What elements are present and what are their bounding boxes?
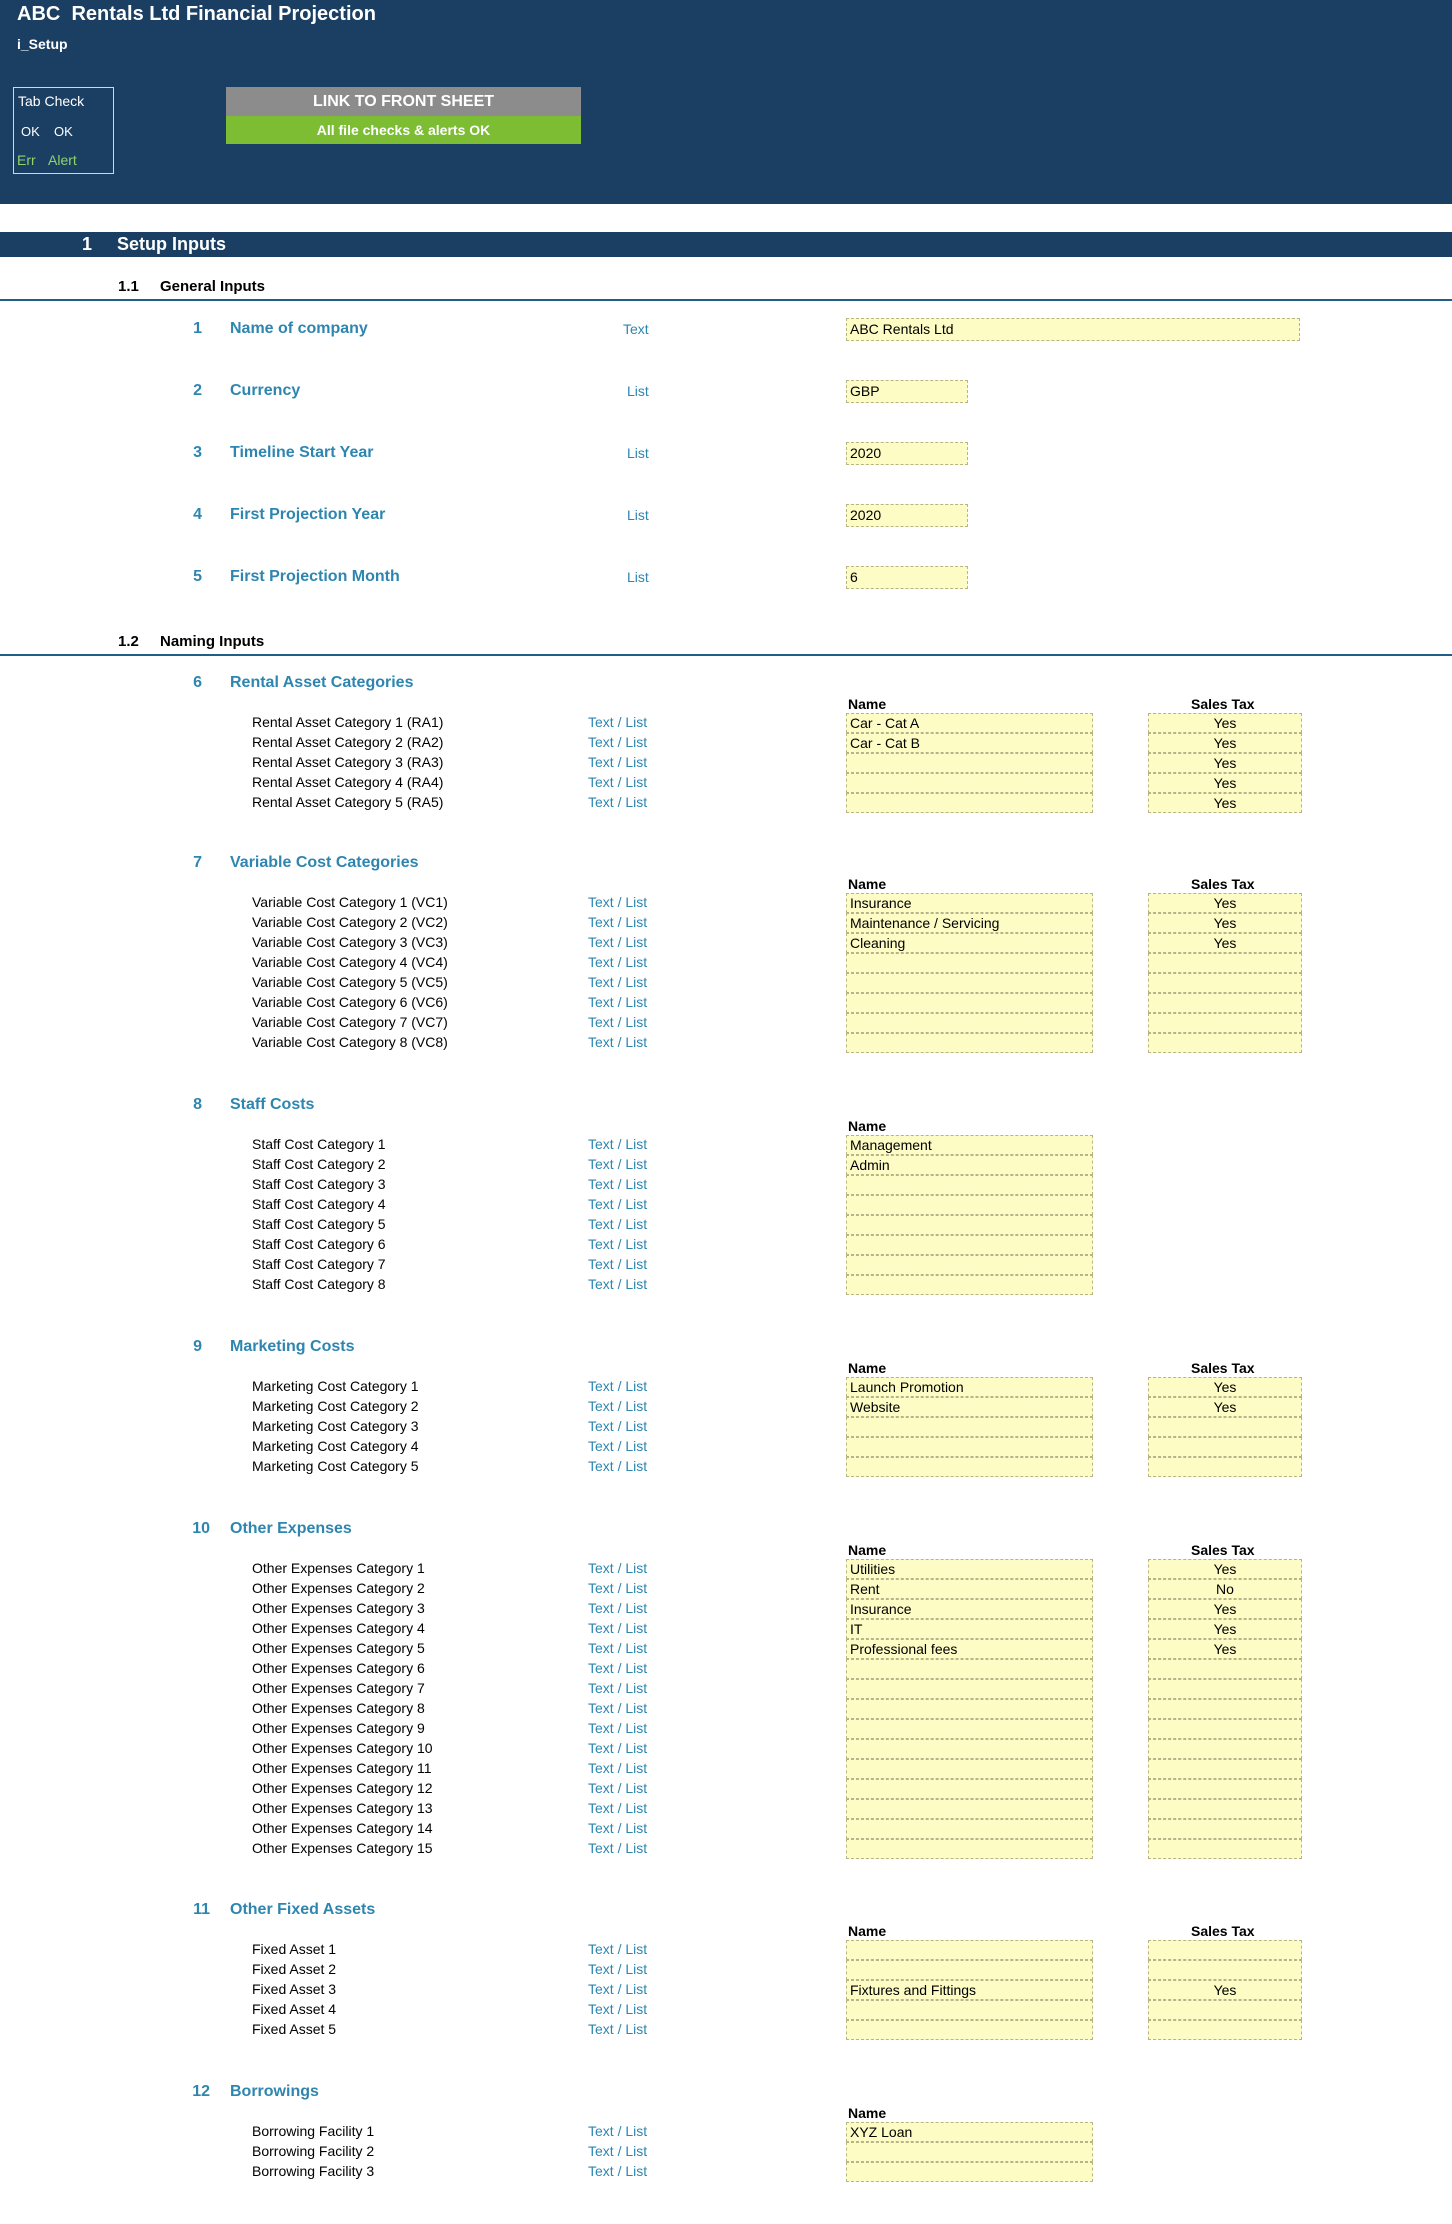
sales-tax-input-cell[interactable]: Yes [1148, 1397, 1302, 1417]
category-label: Rental Asset Category 2 (RA2) [252, 734, 444, 750]
sales-tax-input-cell[interactable] [1148, 973, 1302, 993]
category-label: Other Expenses Category 9 [252, 1720, 425, 1736]
category-label: Other Expenses Category 3 [252, 1600, 425, 1616]
name-column-header: Name [848, 1118, 887, 1134]
input-type: Text / List [588, 2163, 648, 2179]
category-label: Other Expenses Category 6 [252, 1660, 425, 1676]
question-label: First Projection Year [230, 506, 386, 523]
category-label: Variable Cost Category 1 (VC1) [252, 894, 448, 910]
name-input-cell[interactable]: Utilities [846, 1559, 1093, 1579]
category-label: Staff Cost Category 5 [252, 1216, 386, 1232]
sales-tax-input-cell[interactable]: Yes [1148, 1559, 1302, 1579]
sales-tax-input-cell[interactable] [1148, 1719, 1302, 1739]
name-input-cell[interactable] [846, 1759, 1093, 1779]
input-type: Text / List [588, 894, 648, 910]
input-type: Text / List [588, 774, 648, 790]
name-input-cell[interactable] [846, 1940, 1093, 1960]
sales-tax-column-header: Sales Tax [1191, 696, 1255, 712]
category-label: Staff Cost Category 7 [252, 1256, 386, 1272]
sales-tax-input-cell[interactable]: Yes [1148, 753, 1302, 773]
sales-tax-input-cell[interactable] [1148, 1839, 1302, 1859]
name-input-cell[interactable]: Professional fees [846, 1639, 1093, 1659]
name-input-cell[interactable] [846, 1719, 1093, 1739]
category-label: Other Expenses Category 4 [252, 1620, 425, 1636]
category-label: Fixed Asset 3 [252, 1981, 337, 1997]
category-label: Borrowing Facility 3 [252, 2163, 375, 2179]
name-input-cell[interactable] [846, 1255, 1093, 1275]
name-input-cell[interactable] [846, 1679, 1093, 1699]
sales-tax-input-cell[interactable]: Yes [1148, 733, 1302, 753]
name-input-cell[interactable] [846, 1839, 1093, 1859]
category-label: Variable Cost Category 5 (VC5) [252, 974, 448, 990]
category-label: Staff Cost Category 1 [252, 1136, 386, 1152]
input-type: Text / List [588, 1760, 648, 1776]
question-number: 2 [193, 382, 202, 399]
category-label: Other Expenses Category 13 [252, 1800, 433, 1816]
category-label: Rental Asset Category 4 (RA4) [252, 774, 444, 790]
name-input-cell[interactable] [846, 973, 1093, 993]
input-cell[interactable]: 2020 [846, 442, 968, 465]
sales-tax-input-cell[interactable] [1148, 1417, 1302, 1437]
sales-tax-input-cell[interactable] [1148, 1779, 1302, 1799]
sales-tax-input-cell[interactable] [1148, 2020, 1302, 2040]
name-input-cell[interactable]: Rent [846, 1579, 1093, 1599]
input-type: Text / List [588, 974, 648, 990]
group-title: Rental Asset Categories [230, 674, 414, 691]
group-title: Staff Costs [230, 1096, 315, 1113]
sales-tax-input-cell[interactable]: Yes [1148, 1599, 1302, 1619]
input-type: Text / List [588, 1700, 648, 1716]
input-type: Text / List [588, 1780, 648, 1796]
input-cell[interactable]: 6 [846, 566, 968, 589]
name-input-cell[interactable] [846, 793, 1093, 813]
input-type: Text / List [588, 1720, 648, 1736]
category-label: Fixed Asset 2 [252, 1961, 337, 1977]
sales-tax-input-cell[interactable]: Yes [1148, 893, 1302, 913]
sales-tax-column-header: Sales Tax [1191, 1923, 1255, 1939]
section-number: 1 [82, 234, 93, 254]
sales-tax-input-cell[interactable] [1148, 1033, 1302, 1053]
input-type: Text / List [588, 1014, 648, 1030]
group-number: 12 [192, 2083, 210, 2100]
question-label: Name of company [230, 320, 368, 337]
name-input-cell[interactable] [846, 1960, 1093, 1980]
name-input-cell[interactable] [846, 1819, 1093, 1839]
category-label: Staff Cost Category 4 [252, 1196, 386, 1212]
sales-tax-input-cell[interactable] [1148, 1013, 1302, 1033]
input-type: Text / List [588, 934, 648, 950]
input-type: Text / List [588, 2143, 648, 2159]
category-label: Variable Cost Category 3 (VC3) [252, 934, 448, 950]
name-input-cell[interactable] [846, 1235, 1093, 1255]
category-label: Other Expenses Category 1 [252, 1560, 425, 1576]
name-column-header: Name [848, 876, 887, 892]
sales-tax-input-cell[interactable] [1148, 1679, 1302, 1699]
subsection-title: Naming Inputs [160, 633, 265, 650]
category-label: Marketing Cost Category 5 [252, 1458, 419, 1474]
input-type: Text / List [588, 914, 648, 930]
name-input-cell[interactable] [846, 1659, 1093, 1679]
input-cell[interactable]: GBP [846, 380, 968, 403]
category-label: Rental Asset Category 1 (RA1) [252, 714, 444, 730]
input-type: List [627, 507, 649, 523]
category-label: Borrowing Facility 2 [252, 2143, 375, 2159]
input-type: Text / List [588, 1156, 648, 1172]
section-header [0, 232, 1452, 257]
input-type: Text / List [588, 1961, 648, 1977]
sales-tax-input-cell[interactable]: Yes [1148, 793, 1302, 813]
category-label: Borrowing Facility 1 [252, 2123, 375, 2139]
input-cell[interactable]: ABC Rentals Ltd [846, 318, 1300, 341]
category-label: Staff Cost Category 2 [252, 1156, 386, 1172]
category-label: Variable Cost Category 2 (VC2) [252, 914, 448, 930]
sales-tax-input-cell[interactable] [1148, 1437, 1302, 1457]
name-input-cell[interactable]: Insurance [846, 1599, 1093, 1619]
tab-check-box [13, 87, 114, 174]
name-column-header: Name [848, 1360, 887, 1376]
question-label: First Projection Month [230, 568, 400, 585]
sales-tax-input-cell[interactable]: Yes [1148, 1980, 1302, 2000]
name-input-cell[interactable]: Website [846, 1397, 1093, 1417]
input-type: Text / List [588, 1680, 648, 1696]
input-type: Text / List [588, 1378, 648, 1394]
sales-tax-column-header: Sales Tax [1191, 876, 1255, 892]
name-input-cell[interactable] [846, 1739, 1093, 1759]
name-input-cell[interactable] [846, 773, 1093, 793]
category-label: Marketing Cost Category 4 [252, 1438, 419, 1454]
sales-tax-input-cell[interactable] [1148, 1699, 1302, 1719]
input-type: Text / List [588, 1438, 648, 1454]
sales-tax-input-cell[interactable]: No [1148, 1579, 1302, 1599]
tab-check-alert: Alert [48, 152, 77, 168]
section-title: Setup Inputs [117, 234, 226, 254]
name-input-cell[interactable]: Maintenance / Servicing [846, 913, 1093, 933]
input-type: Text / List [588, 734, 648, 750]
input-type: Text / List [588, 1640, 648, 1656]
name-input-cell[interactable] [846, 2000, 1093, 2020]
sales-tax-column-header: Sales Tax [1191, 1542, 1255, 1558]
sales-tax-input-cell[interactable] [1148, 1739, 1302, 1759]
input-type: Text / List [588, 2123, 648, 2139]
sales-tax-input-cell[interactable]: Yes [1148, 1639, 1302, 1659]
category-label: Variable Cost Category 8 (VC8) [252, 1034, 448, 1050]
category-label: Marketing Cost Category 1 [252, 1378, 419, 1394]
name-input-cell[interactable]: IT [846, 1619, 1093, 1639]
sales-tax-input-cell[interactable]: Yes [1148, 1377, 1302, 1397]
input-type: Text / List [588, 994, 648, 1010]
group-number: 11 [193, 1901, 210, 1918]
input-type: Text / List [588, 1034, 648, 1050]
question-label: Currency [230, 382, 301, 399]
sales-tax-input-cell[interactable]: Yes [1148, 1619, 1302, 1639]
category-label: Fixed Asset 5 [252, 2021, 337, 2037]
input-type: Text / List [588, 1941, 648, 1957]
category-label: Marketing Cost Category 3 [252, 1418, 419, 1434]
input-type: Text / List [588, 1740, 648, 1756]
category-label: Variable Cost Category 6 (VC6) [252, 994, 448, 1010]
name-input-cell[interactable] [846, 1275, 1093, 1295]
sheet-name: i_Setup [17, 36, 68, 52]
name-input-cell[interactable] [846, 1457, 1093, 1477]
subsection-naming-inputs [0, 626, 1452, 656]
sales-tax-input-cell[interactable]: Yes [1148, 933, 1302, 953]
input-type: Text [623, 321, 649, 337]
name-input-cell[interactable] [846, 1013, 1093, 1033]
input-cell[interactable]: 2020 [846, 504, 968, 527]
input-type: Text / List [588, 1840, 648, 1856]
input-type: Text / List [588, 1660, 648, 1676]
input-type: Text / List [588, 1800, 648, 1816]
category-label: Other Expenses Category 12 [252, 1780, 433, 1796]
input-type: Text / List [588, 1216, 648, 1232]
name-input-cell[interactable] [846, 1215, 1093, 1235]
category-label: Other Expenses Category 14 [252, 1820, 433, 1836]
name-input-cell[interactable] [846, 1779, 1093, 1799]
question-number: 4 [193, 506, 202, 523]
question-label: Timeline Start Year [230, 444, 374, 461]
tab-check-ok: OK [54, 124, 73, 139]
category-label: Other Expenses Category 8 [252, 1700, 425, 1716]
category-label: Rental Asset Category 5 (RA5) [252, 794, 444, 810]
sales-tax-input-cell[interactable]: Yes [1148, 773, 1302, 793]
input-type: Text / List [588, 1560, 648, 1576]
name-input-cell[interactable] [846, 953, 1093, 973]
sales-tax-input-cell[interactable]: Yes [1148, 713, 1302, 733]
sales-tax-input-cell[interactable] [1148, 1759, 1302, 1779]
name-input-cell[interactable] [846, 1437, 1093, 1457]
name-input-cell[interactable]: XYZ Loan [846, 2122, 1093, 2142]
name-input-cell[interactable]: Cleaning [846, 933, 1093, 953]
header-band [0, 0, 1452, 204]
input-type: List [627, 383, 649, 399]
name-input-cell[interactable]: Launch Promotion [846, 1377, 1093, 1397]
name-input-cell[interactable] [846, 1033, 1093, 1053]
subsection-number: 1.2 [118, 633, 139, 650]
group-number: 9 [193, 1338, 202, 1355]
category-label: Other Expenses Category 7 [252, 1680, 425, 1696]
input-type: Text / List [588, 1580, 648, 1596]
name-input-cell[interactable] [846, 2162, 1093, 2182]
tab-check-title: Tab Check [18, 93, 85, 109]
input-type: List [627, 569, 649, 585]
subsection-general-inputs [0, 271, 1452, 301]
sales-tax-column-header: Sales Tax [1191, 1360, 1255, 1376]
name-input-cell[interactable] [846, 1195, 1093, 1215]
category-label: Other Expenses Category 15 [252, 1840, 433, 1856]
group-number: 6 [193, 674, 202, 691]
file-checks-status: All file checks & alerts OK [226, 116, 581, 144]
sales-tax-input-cell[interactable] [1148, 1659, 1302, 1679]
tab-check-ok: OK [21, 124, 40, 139]
input-type: Text / List [588, 1418, 648, 1434]
input-type: Text / List [588, 1136, 648, 1152]
input-type: Text / List [588, 1276, 648, 1292]
group-number: 8 [193, 1096, 202, 1113]
input-type: Text / List [588, 1176, 648, 1192]
category-label: Variable Cost Category 7 (VC7) [252, 1014, 448, 1030]
name-input-cell[interactable] [846, 2142, 1093, 2162]
input-type: Text / List [588, 1256, 648, 1272]
input-type: Text / List [588, 2001, 648, 2017]
sales-tax-input-cell[interactable] [1148, 993, 1302, 1013]
name-input-cell[interactable] [846, 1799, 1093, 1819]
name-input-cell[interactable]: Fixtures and Fittings [846, 1980, 1093, 2000]
sales-tax-input-cell[interactable] [1148, 953, 1302, 973]
name-column-header: Name [848, 2105, 887, 2121]
input-type: Text / List [588, 1398, 648, 1414]
app-title: ABC Rentals Ltd Financial Projection [17, 3, 376, 25]
question-number: 1 [193, 320, 202, 337]
category-label: Other Expenses Category 2 [252, 1580, 425, 1596]
name-column-header: Name [848, 1542, 887, 1558]
category-label: Fixed Asset 4 [252, 2001, 337, 2017]
category-label: Staff Cost Category 3 [252, 1176, 386, 1192]
category-label: Fixed Asset 1 [252, 1941, 337, 1957]
category-label: Other Expenses Category 5 [252, 1640, 425, 1656]
category-label: Rental Asset Category 3 (RA3) [252, 754, 444, 770]
category-label: Marketing Cost Category 2 [252, 1398, 419, 1414]
name-input-cell[interactable]: Car - Cat A [846, 713, 1093, 733]
input-type: Text / List [588, 1981, 648, 1997]
name-input-cell[interactable]: Management [846, 1135, 1093, 1155]
category-label: Other Expenses Category 10 [252, 1740, 433, 1756]
name-input-cell[interactable] [846, 2020, 1093, 2040]
subsection-title: General Inputs [160, 278, 266, 295]
group-title: Other Fixed Assets [230, 1901, 376, 1918]
input-type: Text / List [588, 1600, 648, 1616]
sales-tax-input-cell[interactable] [1148, 1819, 1302, 1839]
tab-check-err: Err [17, 152, 36, 168]
name-column-header: Name [848, 696, 887, 712]
input-type: Text / List [588, 754, 648, 770]
name-input-cell[interactable] [846, 1417, 1093, 1437]
input-type: Text / List [588, 1236, 648, 1252]
category-label: Staff Cost Category 8 [252, 1276, 386, 1292]
group-title: Borrowings [230, 2083, 319, 2100]
input-type: Text / List [588, 1458, 648, 1474]
question-number: 5 [193, 568, 202, 585]
input-type: Text / List [588, 1620, 648, 1636]
group-number: 7 [193, 854, 202, 871]
link-to-front-sheet-button[interactable]: LINK TO FRONT SHEET [226, 87, 581, 116]
name-input-cell[interactable] [846, 993, 1093, 1013]
sales-tax-input-cell[interactable] [1148, 1940, 1302, 1960]
input-type: Text / List [588, 714, 648, 730]
input-type: Text / List [588, 794, 648, 810]
sales-tax-input-cell[interactable] [1148, 1799, 1302, 1819]
category-label: Other Expenses Category 11 [252, 1760, 432, 1776]
name-input-cell[interactable]: Admin [846, 1155, 1093, 1175]
group-title: Other Expenses [230, 1520, 352, 1537]
name-input-cell[interactable] [846, 1175, 1093, 1195]
name-input-cell[interactable] [846, 1699, 1093, 1719]
name-input-cell[interactable] [846, 753, 1093, 773]
question-number: 3 [193, 444, 202, 461]
name-input-cell[interactable]: Car - Cat B [846, 733, 1093, 753]
sales-tax-input-cell[interactable] [1148, 1960, 1302, 1980]
input-type: List [627, 445, 649, 461]
group-title: Variable Cost Categories [230, 854, 419, 871]
group-number: 10 [192, 1520, 210, 1537]
input-type: Text / List [588, 1820, 648, 1836]
sales-tax-input-cell[interactable] [1148, 2000, 1302, 2020]
category-label: Staff Cost Category 6 [252, 1236, 386, 1252]
category-label: Variable Cost Category 4 (VC4) [252, 954, 448, 970]
subsection-number: 1.1 [118, 278, 139, 295]
input-type: Text / List [588, 2021, 648, 2037]
sales-tax-input-cell[interactable] [1148, 1457, 1302, 1477]
name-column-header: Name [848, 1923, 887, 1939]
input-type: Text / List [588, 954, 648, 970]
sales-tax-input-cell[interactable]: Yes [1148, 913, 1302, 933]
group-title: Marketing Costs [230, 1338, 355, 1355]
input-type: Text / List [588, 1196, 648, 1212]
name-input-cell[interactable]: Insurance [846, 893, 1093, 913]
